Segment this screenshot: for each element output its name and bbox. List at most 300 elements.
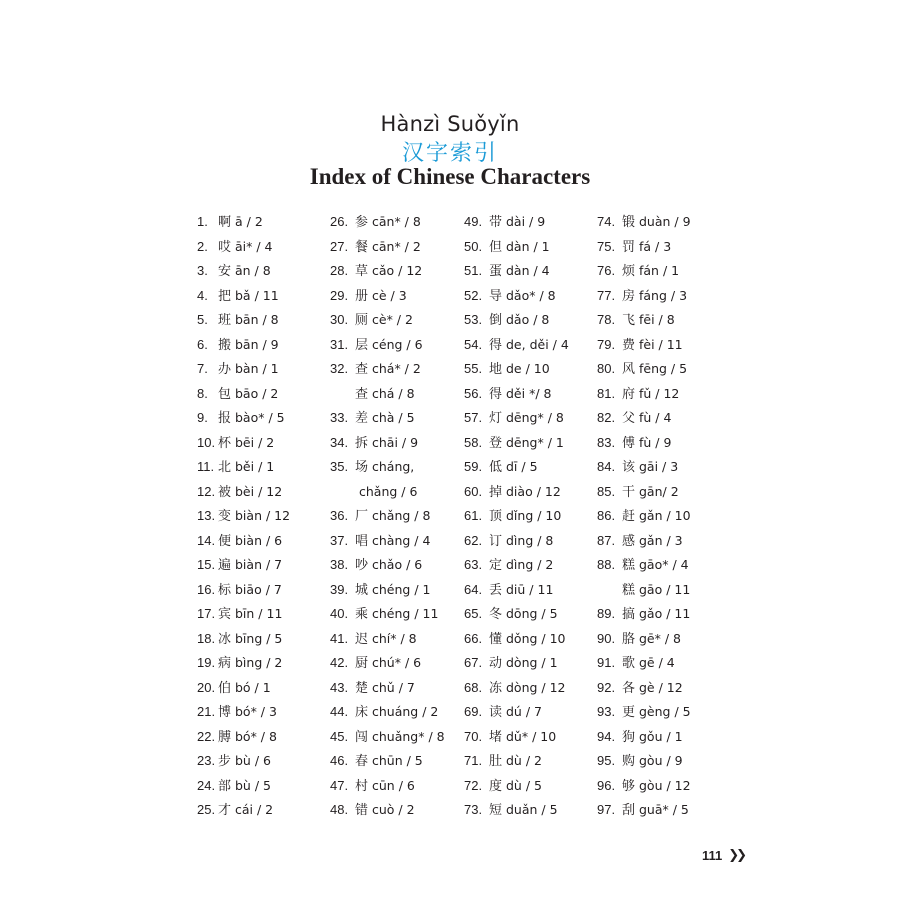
entry-character: 定 xyxy=(489,558,503,573)
index-entry xyxy=(597,582,690,598)
entry-pinyin-lesson: bēi / 2 xyxy=(235,434,275,450)
entry-number: 10. xyxy=(197,434,216,450)
title-chinese: 汉字索引 xyxy=(401,141,498,166)
entry-pinyin-lesson: chá / 8 xyxy=(372,385,415,401)
entry-number: 6. xyxy=(197,336,208,352)
index-entry xyxy=(330,214,421,230)
entry-pinyin-lesson: dòng / 1 xyxy=(506,655,558,670)
entry-character: 掉 xyxy=(489,484,503,500)
entry-pinyin-lesson: dōng / 5 xyxy=(506,606,558,621)
entry-character: 变 xyxy=(218,509,232,524)
entry-number: 52. xyxy=(464,287,483,303)
entry-number: 77. xyxy=(597,287,616,303)
entry-pinyin-lesson: dēng* / 8 xyxy=(506,410,564,425)
index-entry xyxy=(464,239,550,255)
entry-pinyin-lesson: dài / 9 xyxy=(506,214,546,229)
entry-number: 61. xyxy=(464,508,483,523)
entry-number: 33. xyxy=(330,410,349,425)
entry-character: 顶 xyxy=(489,509,503,524)
index-entry xyxy=(597,312,675,328)
entry-character: 糕 xyxy=(622,558,636,573)
index-entry xyxy=(330,459,414,475)
entry-pinyin-lesson: fèi / 11 xyxy=(639,336,683,352)
entry-pinyin-lesson: cè / 3 xyxy=(372,287,407,303)
index-entry xyxy=(464,288,556,304)
index-entry xyxy=(464,508,561,524)
entry-number: 27. xyxy=(330,238,349,254)
entry-pinyin-lesson: bàn / 1 xyxy=(235,361,279,376)
entry-number: 75. xyxy=(597,238,616,254)
entry-character: 标 xyxy=(218,582,232,598)
entry-pinyin-lesson: dàn / 4 xyxy=(506,263,550,278)
entry-number: 76. xyxy=(597,263,616,278)
entry-pinyin-lesson: fáng / 3 xyxy=(639,287,688,303)
entry-pinyin-lesson: cān* / 8 xyxy=(372,214,421,229)
entry-character: 罚 xyxy=(622,239,636,255)
index-entry xyxy=(464,386,551,402)
entry-pinyin-lesson: chú* / 6 xyxy=(372,655,422,670)
entry-number: 26. xyxy=(330,214,349,229)
entry-pinyin-lesson: dǐng / 10 xyxy=(506,508,562,523)
entry-number: 43. xyxy=(330,679,349,695)
entry-pinyin-lesson: cái / 2 xyxy=(235,802,274,817)
entry-number: 58. xyxy=(464,434,483,450)
entry-character: 把 xyxy=(218,288,232,304)
index-entry xyxy=(597,214,691,230)
index-entry xyxy=(597,753,683,769)
entry-number: 34. xyxy=(330,434,349,450)
entry-character: 烦 xyxy=(622,264,636,279)
entry-character: 伯 xyxy=(218,680,232,696)
entry-pinyin-lesson: gāo* / 4 xyxy=(639,557,689,572)
entry-character: 村 xyxy=(355,778,369,794)
entry-number: 64. xyxy=(464,581,483,597)
entry-pinyin-lesson: dàn / 1 xyxy=(506,238,550,254)
entry-number: 1. xyxy=(197,214,208,229)
entry-character: 飞 xyxy=(622,313,636,328)
entry-pinyin-lesson: dù / 2 xyxy=(506,753,542,768)
entry-number: 11. xyxy=(197,459,215,474)
entry-character: 膊 xyxy=(218,729,232,745)
entry-number: 65. xyxy=(464,606,483,621)
title-pinyin: Hànzì Suǒyǐn xyxy=(380,112,520,136)
index-entry xyxy=(464,655,558,671)
index-entry xyxy=(330,337,423,353)
entry-pinyin-lesson: diào / 12 xyxy=(506,483,561,499)
page-number: 111 xyxy=(701,848,723,863)
index-entry xyxy=(597,533,683,549)
index-entry xyxy=(197,410,285,426)
entry-pinyin-lesson: gāo / 11 xyxy=(639,581,691,597)
entry-number: 97. xyxy=(597,802,616,817)
entry-pinyin-lesson: cūn / 6 xyxy=(372,777,415,793)
index-entry xyxy=(330,631,417,647)
page-footer xyxy=(702,848,744,863)
entry-character: 层 xyxy=(355,337,369,353)
entry-pinyin-lesson: dǎo / 8 xyxy=(506,312,550,327)
entry-character: 够 xyxy=(622,778,636,794)
entry-pinyin-lesson: bǎ / 11 xyxy=(235,287,279,303)
entry-number: 59. xyxy=(464,459,483,474)
entry-number: 32. xyxy=(330,361,349,376)
index-entry xyxy=(197,704,277,720)
index-entry xyxy=(330,753,423,769)
index-entry xyxy=(597,729,683,745)
entry-pinyin-lesson: chuáng / 2 xyxy=(372,704,439,719)
entry-number: 36. xyxy=(330,508,349,523)
entry-pinyin-lesson: gǎn / 10 xyxy=(639,508,691,523)
entry-pinyin-lesson: gòu / 9 xyxy=(639,753,683,768)
index-entry xyxy=(330,263,422,279)
index-entry xyxy=(197,582,282,598)
entry-character: 春 xyxy=(355,754,369,769)
entry-pinyin-lesson: dǔ* / 10 xyxy=(506,728,557,744)
entry-character: 刮 xyxy=(622,803,636,818)
entry-character: 锻 xyxy=(622,215,636,230)
double-chevron-right-icon: ❯❯ xyxy=(728,848,744,863)
entry-character: 遍 xyxy=(218,558,232,573)
entry-pinyin-lesson: fù / 9 xyxy=(639,434,672,450)
entry-pinyin-lesson: cuò / 2 xyxy=(372,802,415,817)
entry-number: 80. xyxy=(597,361,616,376)
entry-number: 57. xyxy=(464,410,483,425)
entry-character: 办 xyxy=(218,362,232,377)
entry-number: 23. xyxy=(197,753,216,768)
entry-pinyin-lesson: guā* / 5 xyxy=(639,802,689,817)
entry-character: 哎 xyxy=(218,239,232,255)
entry-character: 倒 xyxy=(489,313,503,328)
entry-number: 21. xyxy=(197,704,216,719)
index-entry xyxy=(330,508,430,524)
index-entry xyxy=(464,263,550,279)
entry-character: 蛋 xyxy=(489,264,503,279)
entry-character: 才 xyxy=(218,803,232,818)
entry-number: 83. xyxy=(597,434,616,450)
entry-pinyin-lesson: gǎn / 3 xyxy=(639,532,683,548)
entry-character: 床 xyxy=(355,705,369,720)
title-english: Index of Chinese Characters xyxy=(309,164,591,189)
entry-pinyin-lesson: chàng / 4 xyxy=(372,532,431,548)
entry-character: 父 xyxy=(622,411,636,426)
index-entry xyxy=(197,753,271,769)
entry-pinyin-lesson: bān / 9 xyxy=(235,336,279,352)
index-entry xyxy=(197,459,274,475)
entry-number: 15. xyxy=(197,557,216,572)
entry-pinyin-lesson: gē* / 8 xyxy=(639,630,681,646)
entry-character: 府 xyxy=(622,386,636,402)
entry-number: 24. xyxy=(197,777,216,793)
entry-character: 被 xyxy=(218,484,232,500)
entry-character: 傅 xyxy=(622,435,636,451)
entry-pinyin-lesson: bù / 6 xyxy=(235,753,271,768)
entry-pinyin-lesson: chá* / 2 xyxy=(372,361,421,376)
entry-number: 89. xyxy=(597,606,616,621)
index-entry xyxy=(330,484,417,500)
entry-pinyin-lesson: gāi / 3 xyxy=(639,459,679,474)
index-entry xyxy=(597,704,691,720)
entry-character: 歌 xyxy=(622,656,636,671)
entry-character: 厨 xyxy=(355,656,369,671)
entry-number: 88. xyxy=(597,557,616,572)
index-entry xyxy=(597,386,679,402)
entry-character: 地 xyxy=(489,362,503,377)
entry-number: 67. xyxy=(464,655,483,670)
index-entry xyxy=(597,337,683,353)
entry-number: 17. xyxy=(197,606,216,621)
entry-character: 灯 xyxy=(489,411,503,426)
entry-character: 步 xyxy=(218,754,232,769)
entry-character: 班 xyxy=(218,313,232,328)
index-entry xyxy=(330,729,445,745)
entry-number: 90. xyxy=(597,630,616,646)
index-entry xyxy=(464,361,550,377)
entry-character: 赶 xyxy=(622,509,636,524)
entry-character: 册 xyxy=(355,288,369,304)
index-entry xyxy=(197,533,282,549)
entry-character: 但 xyxy=(489,239,503,255)
entry-number: 40. xyxy=(330,606,349,621)
entry-pinyin-lesson: chūn / 5 xyxy=(372,753,423,768)
entry-character: 干 xyxy=(622,484,636,500)
entry-number: 74. xyxy=(597,214,616,229)
entry-pinyin-lesson: céng / 6 xyxy=(372,336,423,352)
entry-character: 唱 xyxy=(355,533,369,549)
entry-number: 95. xyxy=(597,753,616,768)
entry-pinyin-lesson: dòng / 12 xyxy=(506,679,566,695)
entry-number: 86. xyxy=(597,508,616,523)
index-entry xyxy=(464,582,553,598)
entry-number: 69. xyxy=(464,704,483,719)
index-entry xyxy=(197,631,282,647)
entry-pinyin-lesson: ā / 2 xyxy=(235,214,263,229)
entry-pinyin-lesson: dù / 5 xyxy=(506,777,542,793)
index-entry xyxy=(330,704,438,720)
entry-pinyin-lesson: duǎn / 5 xyxy=(506,802,558,817)
entry-pinyin-lesson: bó / 1 xyxy=(235,679,271,695)
entry-pinyin-lesson: gè / 12 xyxy=(639,679,683,695)
entry-character: 风 xyxy=(622,362,636,377)
entry-pinyin-lesson: dǎo* / 8 xyxy=(506,287,556,303)
index-entry xyxy=(197,484,282,500)
entry-character: 懂 xyxy=(489,631,503,647)
entry-pinyin-lesson: bān / 8 xyxy=(235,312,279,327)
entry-number: 14. xyxy=(197,532,216,548)
entry-number: 4. xyxy=(197,287,208,303)
entry-number: 16. xyxy=(197,581,216,597)
entry-pinyin-lesson: fēi / 8 xyxy=(639,312,675,327)
entry-pinyin-lesson: duàn / 9 xyxy=(639,214,691,229)
index-entry xyxy=(464,484,561,500)
entry-pinyin-lesson: bāo / 2 xyxy=(235,385,279,401)
entry-number: 2. xyxy=(197,238,208,254)
entry-character: 杯 xyxy=(218,435,232,451)
index-entry xyxy=(197,214,263,230)
entry-pinyin-lesson: bù / 5 xyxy=(235,777,271,793)
entry-character: 房 xyxy=(622,288,636,304)
entry-character: 病 xyxy=(218,656,232,671)
index-entry xyxy=(464,337,569,353)
entry-pinyin-lesson: chǎng / 8 xyxy=(372,508,431,523)
entry-character: 厕 xyxy=(355,313,369,328)
index-entry xyxy=(464,435,564,451)
index-entry xyxy=(330,435,418,451)
entry-pinyin-lesson: chǔ / 7 xyxy=(372,679,415,695)
index-entry xyxy=(330,557,422,573)
index-entry xyxy=(330,655,421,671)
entry-number: 47. xyxy=(330,777,349,793)
entry-character: 搬 xyxy=(218,337,232,353)
index-entry xyxy=(197,655,282,671)
index-entry xyxy=(330,239,421,255)
entry-number: 78. xyxy=(597,312,616,327)
entry-character: 带 xyxy=(489,215,503,230)
entry-pinyin-lesson: chà / 5 xyxy=(372,410,415,425)
entry-pinyin-lesson: fá / 3 xyxy=(639,238,672,254)
index-entry xyxy=(597,680,683,696)
entry-character: 度 xyxy=(489,778,503,794)
index-entry xyxy=(330,606,438,622)
entry-number: 53. xyxy=(464,312,483,327)
entry-character: 堵 xyxy=(489,729,503,745)
entry-number: 50. xyxy=(464,238,483,254)
entry-character: 拆 xyxy=(355,435,369,451)
index-entry xyxy=(464,533,553,549)
entry-number: 5. xyxy=(197,312,208,327)
entry-pinyin-lesson: bīng / 5 xyxy=(235,630,283,646)
index-entry xyxy=(464,459,538,475)
entry-character: 冰 xyxy=(218,631,232,647)
entry-character: 吵 xyxy=(355,558,369,573)
index-entry xyxy=(197,606,282,622)
entry-character: 动 xyxy=(489,656,503,671)
entry-pinyin-lesson: biàn / 12 xyxy=(235,508,291,523)
entry-pinyin-lesson: āi* / 4 xyxy=(235,238,273,254)
index-entry xyxy=(197,778,271,794)
entry-character: 胳 xyxy=(622,631,636,647)
entry-character: 博 xyxy=(218,705,232,720)
index-entry xyxy=(597,778,691,794)
entry-pinyin-lesson: chéng / 11 xyxy=(372,606,439,621)
index-entry xyxy=(597,459,678,475)
entry-pinyin-lesson: gòu / 12 xyxy=(639,777,691,793)
index-entry xyxy=(330,288,407,304)
index-entry xyxy=(197,239,273,255)
entry-number: 39. xyxy=(330,581,349,597)
entry-number: 37. xyxy=(330,532,349,548)
index-entry xyxy=(597,631,681,647)
entry-character: 糕 xyxy=(622,582,636,598)
entry-pinyin-lesson: chǎng / 6 xyxy=(358,483,418,499)
entry-pinyin-lesson: chǎo / 6 xyxy=(372,557,423,572)
entry-number: 55. xyxy=(464,361,483,376)
index-entry xyxy=(597,410,671,426)
entry-pinyin-lesson: chuǎng* / 8 xyxy=(372,728,445,744)
entry-pinyin-lesson: bó* / 8 xyxy=(235,728,277,744)
entry-character: 报 xyxy=(218,411,232,426)
entry-number: 62. xyxy=(464,532,483,548)
entry-number: 3. xyxy=(197,263,208,278)
entry-pinyin-lesson: dēng* / 1 xyxy=(506,434,564,450)
index-entry xyxy=(597,361,687,377)
entry-character: 得 xyxy=(489,337,503,353)
entry-number: 41. xyxy=(330,630,349,646)
entry-pinyin-lesson: biàn / 7 xyxy=(235,557,283,572)
index-entry xyxy=(330,361,421,377)
entry-pinyin-lesson: de, děi / 4 xyxy=(506,336,569,352)
index-entry xyxy=(597,263,679,279)
entry-number: 56. xyxy=(464,385,483,401)
index-entry xyxy=(464,606,558,622)
entry-character: 差 xyxy=(355,411,369,426)
entry-pinyin-lesson: cǎo / 12 xyxy=(372,263,423,278)
entry-pinyin-lesson: dìng / 8 xyxy=(506,532,554,548)
entry-number: 84. xyxy=(597,459,616,474)
entry-character: 安 xyxy=(218,264,232,279)
entry-character: 冻 xyxy=(489,680,503,696)
index-entry xyxy=(197,680,271,696)
entry-character: 包 xyxy=(218,386,232,402)
entry-character: 肚 xyxy=(489,754,503,769)
index-entry xyxy=(197,557,282,573)
entry-number: 45. xyxy=(330,728,349,744)
index-entry xyxy=(197,508,290,524)
index-entry xyxy=(464,704,542,720)
entry-pinyin-lesson: dìng / 2 xyxy=(506,557,554,572)
entry-pinyin-lesson: gǒu / 1 xyxy=(639,728,683,744)
entry-character: 各 xyxy=(622,680,636,696)
entry-character: 草 xyxy=(355,264,369,279)
entry-number: 9. xyxy=(197,410,208,425)
entry-pinyin-lesson: bìng / 2 xyxy=(235,655,283,670)
entry-pinyin-lesson: fēng / 5 xyxy=(639,361,688,376)
entry-pinyin-lesson: cè* / 2 xyxy=(372,312,413,327)
index-entry xyxy=(464,680,566,696)
index-entry xyxy=(330,680,415,696)
entry-number: 82. xyxy=(597,410,616,425)
entry-character: 闯 xyxy=(355,729,369,745)
entry-number: 13. xyxy=(197,508,216,523)
entry-number: 92. xyxy=(597,679,616,695)
entry-pinyin-lesson: běi / 1 xyxy=(235,459,275,474)
entry-number: 28. xyxy=(330,263,349,278)
entry-pinyin-lesson: děi */ 8 xyxy=(506,385,552,401)
entry-number: 79. xyxy=(597,336,616,352)
entry-character: 啊 xyxy=(218,215,232,230)
entry-character: 搞 xyxy=(622,607,636,622)
index-entry xyxy=(597,606,690,622)
entry-pinyin-lesson: diū / 11 xyxy=(506,581,554,597)
entry-number: 44. xyxy=(330,704,349,719)
entry-pinyin-lesson: dú / 7 xyxy=(506,704,542,719)
entry-number: 81. xyxy=(597,385,616,401)
entry-pinyin-lesson: gān/ 2 xyxy=(639,483,679,499)
index-entry xyxy=(597,655,675,671)
entry-pinyin-lesson: bào* / 5 xyxy=(235,410,285,425)
entry-number: 66. xyxy=(464,630,483,646)
index-entry xyxy=(197,729,277,745)
index-entry xyxy=(197,312,279,328)
entry-character: 狗 xyxy=(622,729,636,745)
entry-number: 25. xyxy=(197,802,216,817)
entry-character: 部 xyxy=(218,778,232,794)
entry-character: 便 xyxy=(218,533,232,549)
entry-character: 登 xyxy=(489,435,503,451)
entry-number: 8. xyxy=(197,385,208,401)
entry-number: 72. xyxy=(464,777,483,793)
entry-pinyin-lesson: bó* / 3 xyxy=(235,704,277,719)
entry-character: 费 xyxy=(622,337,636,353)
entry-number: 68. xyxy=(464,679,483,695)
